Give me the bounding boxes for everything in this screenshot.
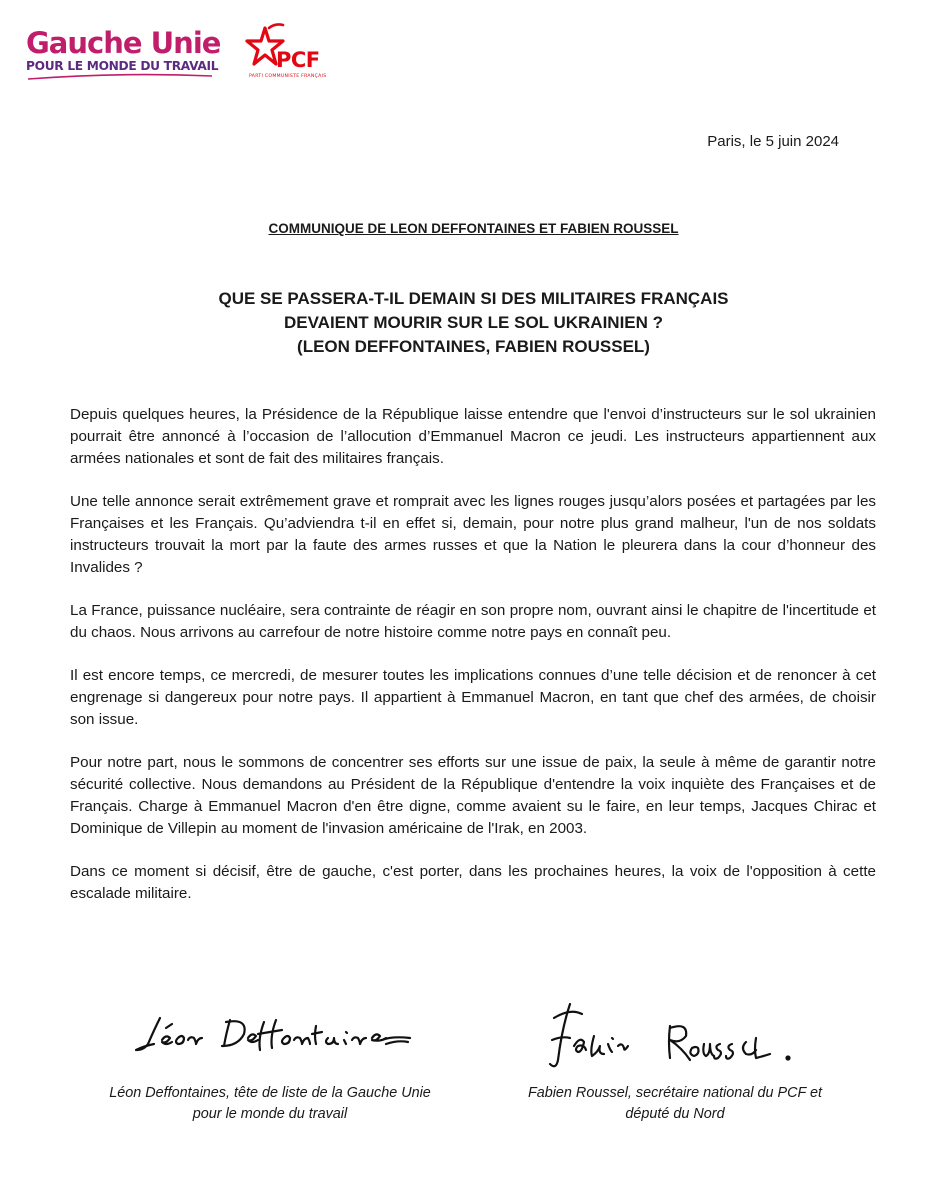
paragraph: Depuis quelques heures, la Présidence de la République laisse entendre que l'envoi d’instructeurs sur le sol ukrainien pourrait être annoncé à l’occasion de l’allocution d’Emmanuel Macron ce jeudi. Les instructeurs appartiennent aux armées nationales et sont de fait des militaires français. (70, 406, 876, 467)
headline (0, 287, 947, 359)
letterhead (0, 0, 947, 110)
signature-caption-left (70, 1083, 470, 1125)
headline-line: QUE SE PASSERA-T-IL DEMAIN SI DES MILITAIRES FRANÇAIS (218, 289, 729, 308)
paragraph: La France, puissance nucléaire, sera contrainte de réagir en son propre nom, ouvrant ainsi le chapitre de l'incertitude et du chaos. Nous arrivons au carrefour de notre histoire comme notre pays en connaît peu. (70, 602, 876, 641)
gauche-unie-title: Gauche Unie (26, 26, 221, 60)
caption-line: député du Nord (625, 1106, 725, 1122)
paragraph: Une telle annonce serait extrêmement grave et romprait avec les lignes rouges jusqu’alors posées et partagées par les Françaises et les Français. Qu’adviendra t-il en effet si, demain, pour notre plus grand malheur, l'un de nos soldats instructeurs trouvait la mort par la faute des armes russes et que la Nation le pleurera dans la cour d’honneur des Invalides ? (70, 493, 876, 576)
pcf-logo (243, 22, 343, 84)
communique-title: COMMUNIQUE DE LEON DEFFONTAINES ET FABIEN ROUSSEL (268, 221, 679, 236)
paragraph: Dans ce moment si décisif, être de gauche, c'est porter, dans les prochaines heures, la voix de l'opposition à cette escalade militaire. (70, 863, 876, 902)
gauche-unie-subtitle: POUR LE MONDE DU TRAVAIL (26, 59, 219, 73)
headline-line: DEVAIENT MOURIR SUR LE SOL UKRAINIEN ? (283, 313, 664, 332)
headline-line: (LEON DEFFONTAINES, FABIEN ROUSSEL) (297, 337, 650, 356)
gauche-unie-logo (26, 28, 226, 81)
caption-line: pour le monde du travail (192, 1106, 348, 1122)
signature-caption-right (490, 1083, 860, 1125)
pcf-name: PCF (276, 48, 320, 72)
pcf-subtitle: PARTI COMMUNISTE FRANÇAIS (249, 74, 327, 79)
date-line: Paris, le 5 juin 2024 (707, 133, 839, 150)
signature-leon-deffontaines (130, 1010, 420, 1060)
paragraph: Il est encore temps, ce mercredi, de mesurer toutes les implications connues d’une telle décision et de renoncer à cet engrenage si dangereux pour notre pays. Il appartient à Emmanuel Macron, en tant que chef des armées, de choisir son issue. (70, 667, 876, 728)
caption-line: Fabien Roussel, secrétaire national du PCF et (527, 1085, 823, 1101)
paragraph: Pour notre part, nous le sommons de concentrer ses efforts sur une issue de paix, la seule à même de garantir notre sécurité collective. Nous demandons au Président de la République d'entendre la voix inquiète des Françaises et de Français. Charge à Emmanuel Macron d'en être digne, comme avaient su le faire, en leur temps, Jacques Chirac et Dominique de Villepin au moment de l'invasion américaine de l'Irak, en 2003. (70, 754, 876, 837)
caption-line: Léon Deffontaines, tête de liste de la Gauche Unie (109, 1085, 431, 1101)
body-text (70, 404, 876, 926)
signature-fabien-roussel (540, 998, 800, 1078)
